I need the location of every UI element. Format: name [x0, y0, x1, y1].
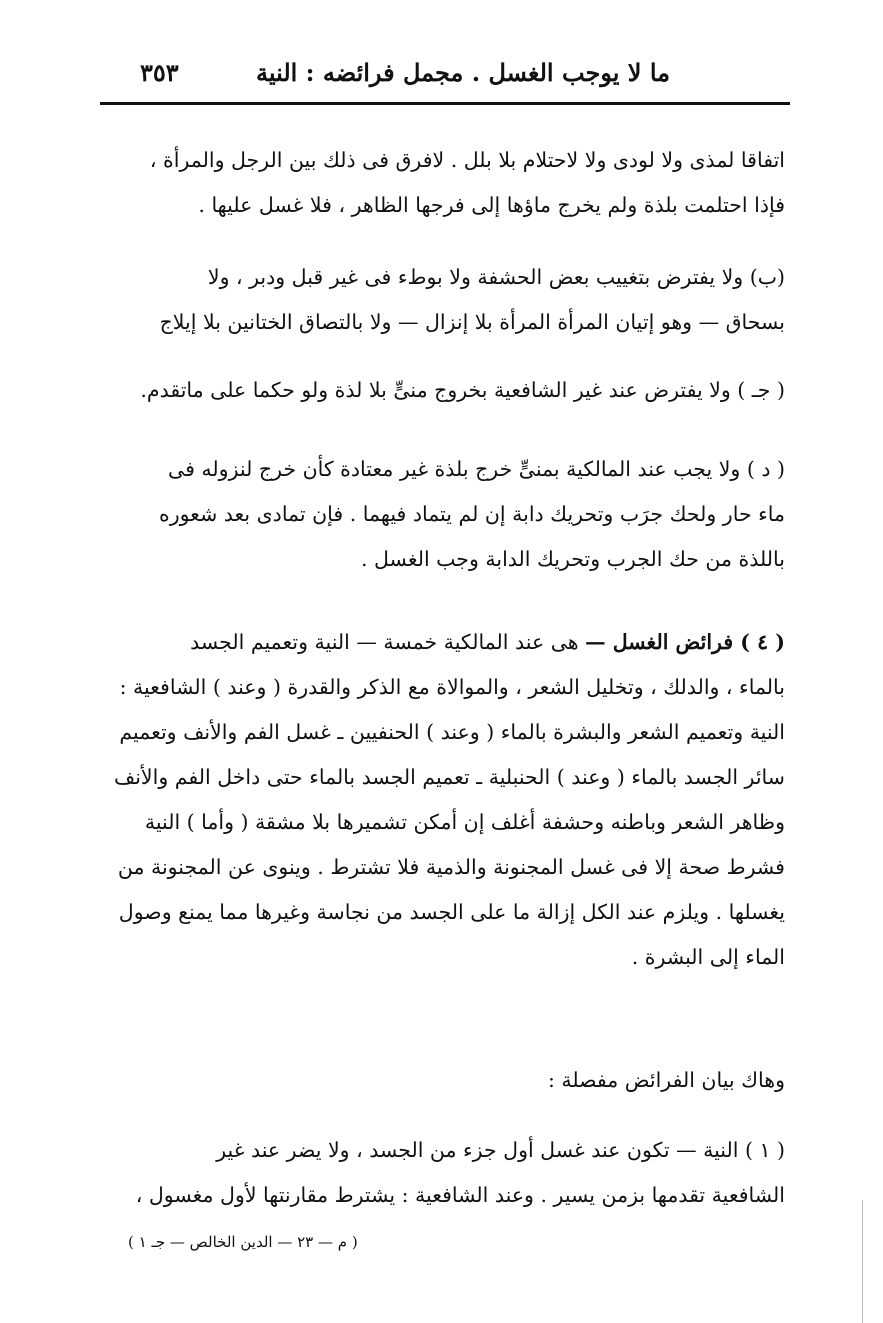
- text-line: باللذة من حك الجرب وتحريك الدابة وجب الغسل .: [360, 547, 785, 571]
- text-line: بالماء ، والدلك ، وتخليل الشعر ، والموالاة مع الذكر والقدرة ( وعند ) الشافعية :: [119, 675, 785, 699]
- text-line: وهاك بيان الفرائض مفصلة :: [547, 1068, 785, 1092]
- text-line: النية وتعميم الشعر والبشرة بالماء ( وعند ) الحنفيين ـ غسل الفم والأنف وتعميم: [119, 720, 785, 744]
- text-line: ( ١ ) النية — تكون عند غسل أول جزء من الجسد ، ولا يضر عند غير: [216, 1138, 785, 1162]
- text-line: سائر الجسد بالماء ( وعند ) الحنبلية ـ تعميم الجسد بالماء حتى داخل الفم والأنف: [114, 765, 785, 789]
- section-heading: ( ٤ ) فرائض الغسل —: [585, 630, 785, 654]
- text-line: فشرط صحة إلا فى غسل المجنونة والذمية فلا تشترط . وينوى عن المجنونة من: [117, 855, 785, 879]
- text-line: اتفاقا لمذى ولا لودى ولا لاحتلام بلا بلل . لافرق فى ذلك بين الرجل والمرأة ،: [149, 148, 785, 172]
- text-line: [100, 620, 785, 665]
- scan-edge: [862, 1200, 863, 1323]
- text-line: ماء حار ولحك جرَب وتحريك دابة إن لم يتماد فيهما . فإن تمادى بعد شعوره: [158, 502, 785, 526]
- text-line: ( جـ ) ولا يفترض عند غير الشافعية بخروج منىٍّ بلا لذة ولو حكما على ماتقدم.: [140, 378, 785, 402]
- paragraph-niyya: [100, 1128, 785, 1218]
- page-number: ٣٥٣: [140, 58, 179, 87]
- text-line: الشافعية تقدمها بزمن يسير . وعند الشافعية : يشترط مقارنتها لأول مغسول ،: [135, 1183, 785, 1207]
- text-line: وظاهر الشعر وباطنه وحشفة أغلف إن أمكن تشميرها بلا مشقة ( وأما ) النية: [144, 810, 785, 834]
- running-title: ما لا يوجب الغسل . مجمل فرائضه : النية: [255, 58, 670, 87]
- text-line: يغسلها . ويلزم عند الكل إزالة ما على الجسد من نجاسة وغيرها مما يمنع وصول: [118, 900, 785, 924]
- paragraph-intro: [100, 1058, 785, 1103]
- text-line: (ب) ولا يفترض بتغييب بعض الحشفة ولا بوطء فى غير قبل ودبر ، ولا: [207, 265, 785, 289]
- text-line: الماء إلى البشرة .: [631, 945, 785, 969]
- paragraph-dal: [100, 447, 785, 582]
- paragraph-continuation: [100, 138, 785, 228]
- text-line: فإذا احتلمت بلذة ولم يخرج ماؤها إلى فرجها الظاهر ، فلا غسل عليها .: [198, 193, 785, 217]
- printer-signature: ( م — ٢٣ — الدين الخالص — جـ ١ ): [128, 1233, 358, 1251]
- header-divider: [100, 102, 790, 105]
- section-first-line: هى عند المالكية خمسة — النية وتعميم الجسد: [190, 630, 586, 654]
- page-header: [100, 52, 790, 96]
- paragraph-b: [100, 255, 785, 345]
- section-ghusl-obligations: [100, 620, 785, 980]
- text-line: ( د ) ولا يجب عند المالكية بمنىٍّ خرج بلذة غير معتادة كأن خرج لنزوله فى: [168, 457, 785, 481]
- text-line: بسحاق — وهو إتيان المرأة المرأة بلا إنزال — ولا بالتصاق الختانين بلا إيلاج: [159, 310, 785, 334]
- paragraph-jim: [100, 368, 785, 413]
